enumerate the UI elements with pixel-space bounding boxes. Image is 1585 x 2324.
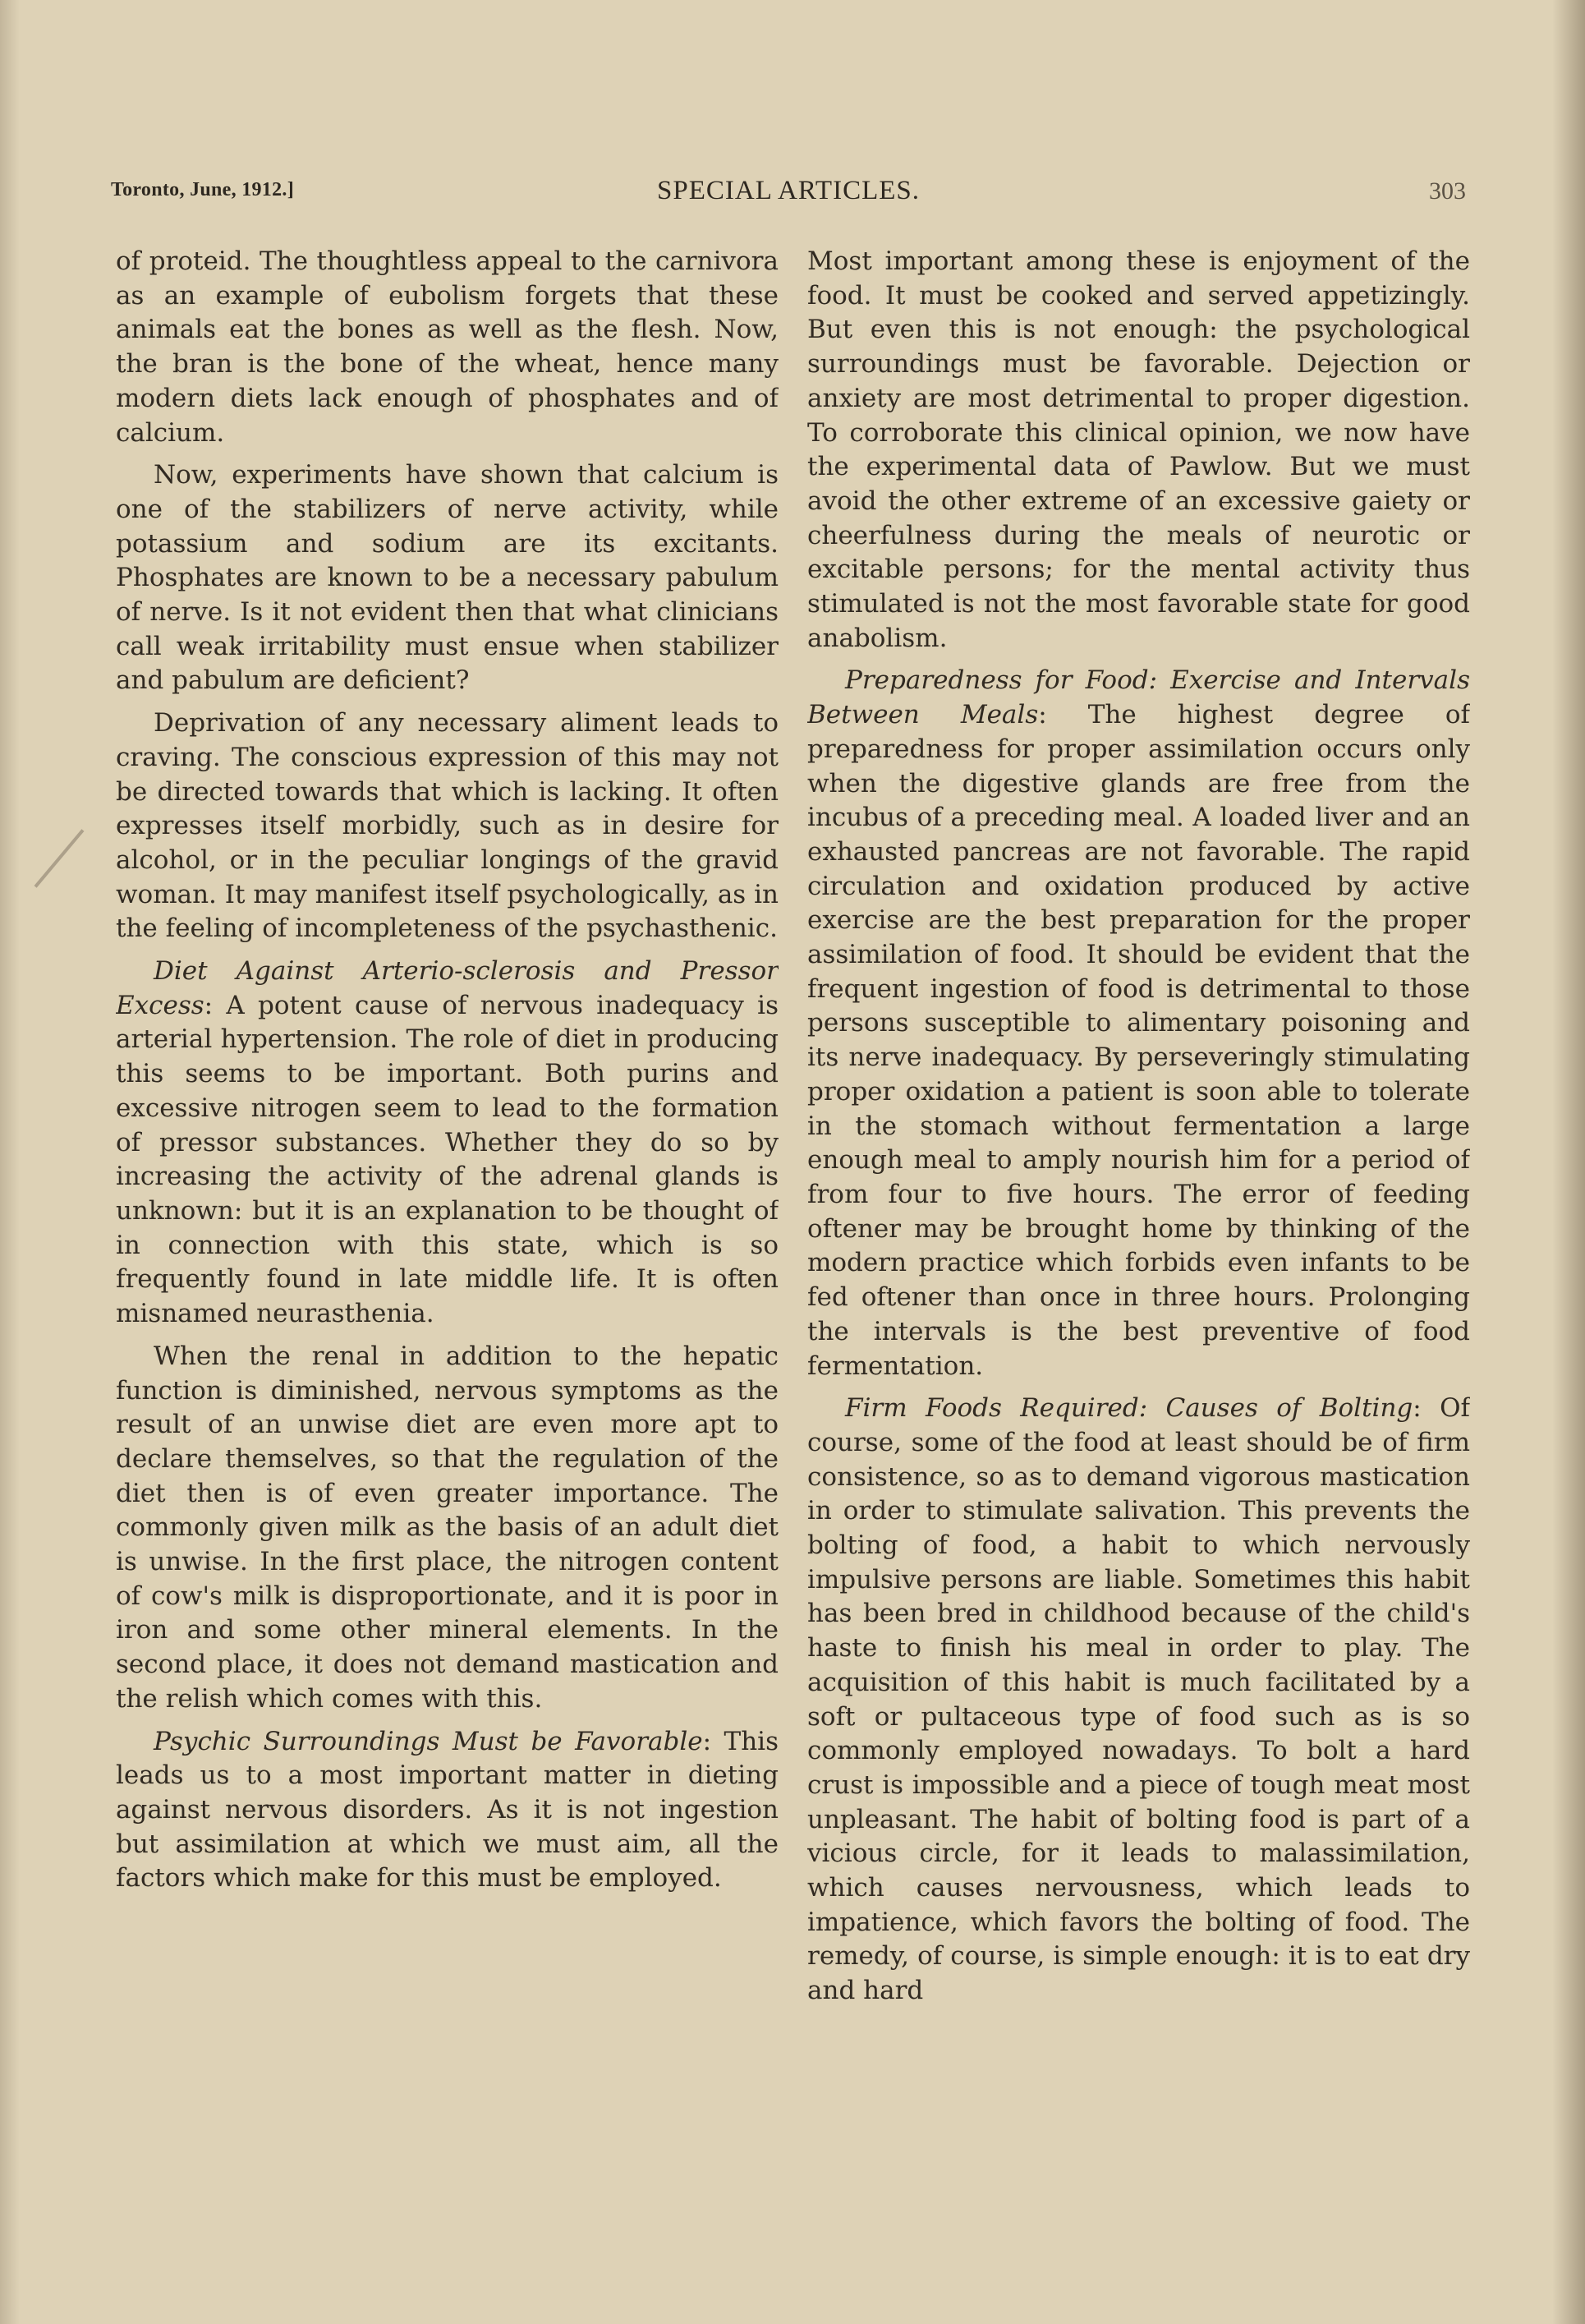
right-column [807,245,1470,2216]
page-number: 303 [1429,177,1466,205]
section-heading: Preparedness for Food: Exercise and Intervals Between Meals [807,665,1470,730]
paragraph-body: : A potent cause of nervous inadequacy is arterial hypertension. The role of diet in producing this seems to be important. Both purins and excessive nitrogen seem to lead to the formation of pressor substances. Whether they do so by increasing the activity of the adrenal glands is unknown: but it is an explanation to be thought of in connection with this state, which is so frequently found in late middle life. It is often misnamed neurasthenia. [116,990,779,1329]
page-edge-shadow-left [0,0,20,2324]
section-heading: Psychic Surroundings Must be Favorable [154,1726,703,1756]
running-header [111,176,1466,209]
paragraph [116,955,779,1332]
left-column [116,245,779,2216]
page-edge-shadow-right [1552,0,1585,2324]
paragraph: When the renal in addition to the hepatic function is diminished, nervous symptoms as the result of an unwise diet are even more apt to declare themselves, so that the regulation of the diet then is of even greater importance. The commonly given milk as the basis of an adult diet is unwise. In the first place, the nitrogen content of cow's milk is disproportionate, and it is poor in iron and some other mineral elements. In the second place, it does not demand mastication and the relish which comes with this. [116,1341,779,1714]
pencil-margin-mark [34,829,85,888]
paragraph-body: : Of course, some of the food at least should be of firm consistence, so as to demand vigorous mastication in order to stimulate salivation. This prevents the bolting of food, a habit to which nervously impulsive persons are liable. Sometimes this habit has been bred in childhood because of the child's haste to finish his meal in order to play. The acquisition of this habit is much facilitated by a soft or pultaceous type of food such as is so commonly employed nowadays. To bolt a hard crust is impossible and a piece of tough meat most unpleasant. The habit of bolting food is part of a vicious circle, for it leads to malassimilation, which causes nervousness, which leads to impatience, which favors the bolting of food. The remedy, of course, is simple enough: it is to eat dry and hard [807,1393,1470,2006]
paragraph: Most important among these is enjoyment of the food. It must be cooked and served appetizingly. But even this is not enough: the psychological surroundings must be favorable. Dejection or anxiety are most detrimental to proper digestion. To corroborate this clinical opinion, we now have the experimental data of Pawlow. But we must avoid the other extreme of an excessive gaiety or cheerfulness during the meals of neurotic or excitable persons; for the mental activity thus stimulated is not the most favorable state for good anabolism. [807,246,1470,653]
paragraph [807,1392,1470,2009]
paragraph [807,664,1470,1383]
header-date: Toronto, June, 1912.] [111,179,295,200]
paragraph: Deprivation of any necessary aliment leads to craving. The conscious expression of this may not be directed towards that which is lacking. It often expresses itself morbidly, such as in desire for alcohol, or in the peculiar longings of the gravid woman. It may manifest itself psychologically, as in the feeling of incompleteness of the psychasthenic. [116,708,779,944]
header-section-title: SPECIAL ARTICLES. [657,176,920,205]
paragraph-body: : The highest degree of preparedness for proper assimilation occurs only when the digestive glands are free from the incubus of a preceding meal. A loaded liver and an exhausted pancreas are not favorable. The rapid circulation and oxidation produced by active exercise are the best preparation for the proper assimilation of food. It should be evident that the frequent ingestion of food is detrimental to those persons susceptible to alimentary poisoning and its nerve inadequacy. By perseveringly stimulating proper oxidation a patient is soon able to tolerate in the stomach without fermentation a large enough meal to amply nourish him for a period of from four to five hours. The error of feeding oftener may be brought home by thinking of the modern practice which forbids even infants to be fed oftener than once in three hours. Prolonging the intervals is the best preventive of food fermentation. [807,700,1470,1381]
section-heading: Firm Foods Required: Causes of Bolting [845,1393,1413,1424]
paragraph [116,1725,779,1897]
paragraph: of proteid. The thoughtless appeal to the carnivora as an example of eubolism forgets that these animals eat the bones as well as the flesh. Now, the bran is the bone of the wheat, hence many modern diets lack enough of phosphates and of calcium. [116,246,779,448]
section-heading: Diet Against Arterio-sclerosis and Pressor Excess [116,956,779,1020]
paragraph: Now, experiments have shown that calcium is one of the stabilizers of nerve activity, while potassium and sodium are its excitants. Phosphates are known to be a necessary pabulum of nerve. Is it not evident then that what clinicians call weak irritability must ensue when stabilizer and pabulum are deficient? [116,460,779,696]
paragraph-body: : This leads us to a most important matter in dieting against nervous disorders. As it is not ingestion but assimilation at which we must aim, all the factors which make for this must be employed. [116,1726,779,1894]
